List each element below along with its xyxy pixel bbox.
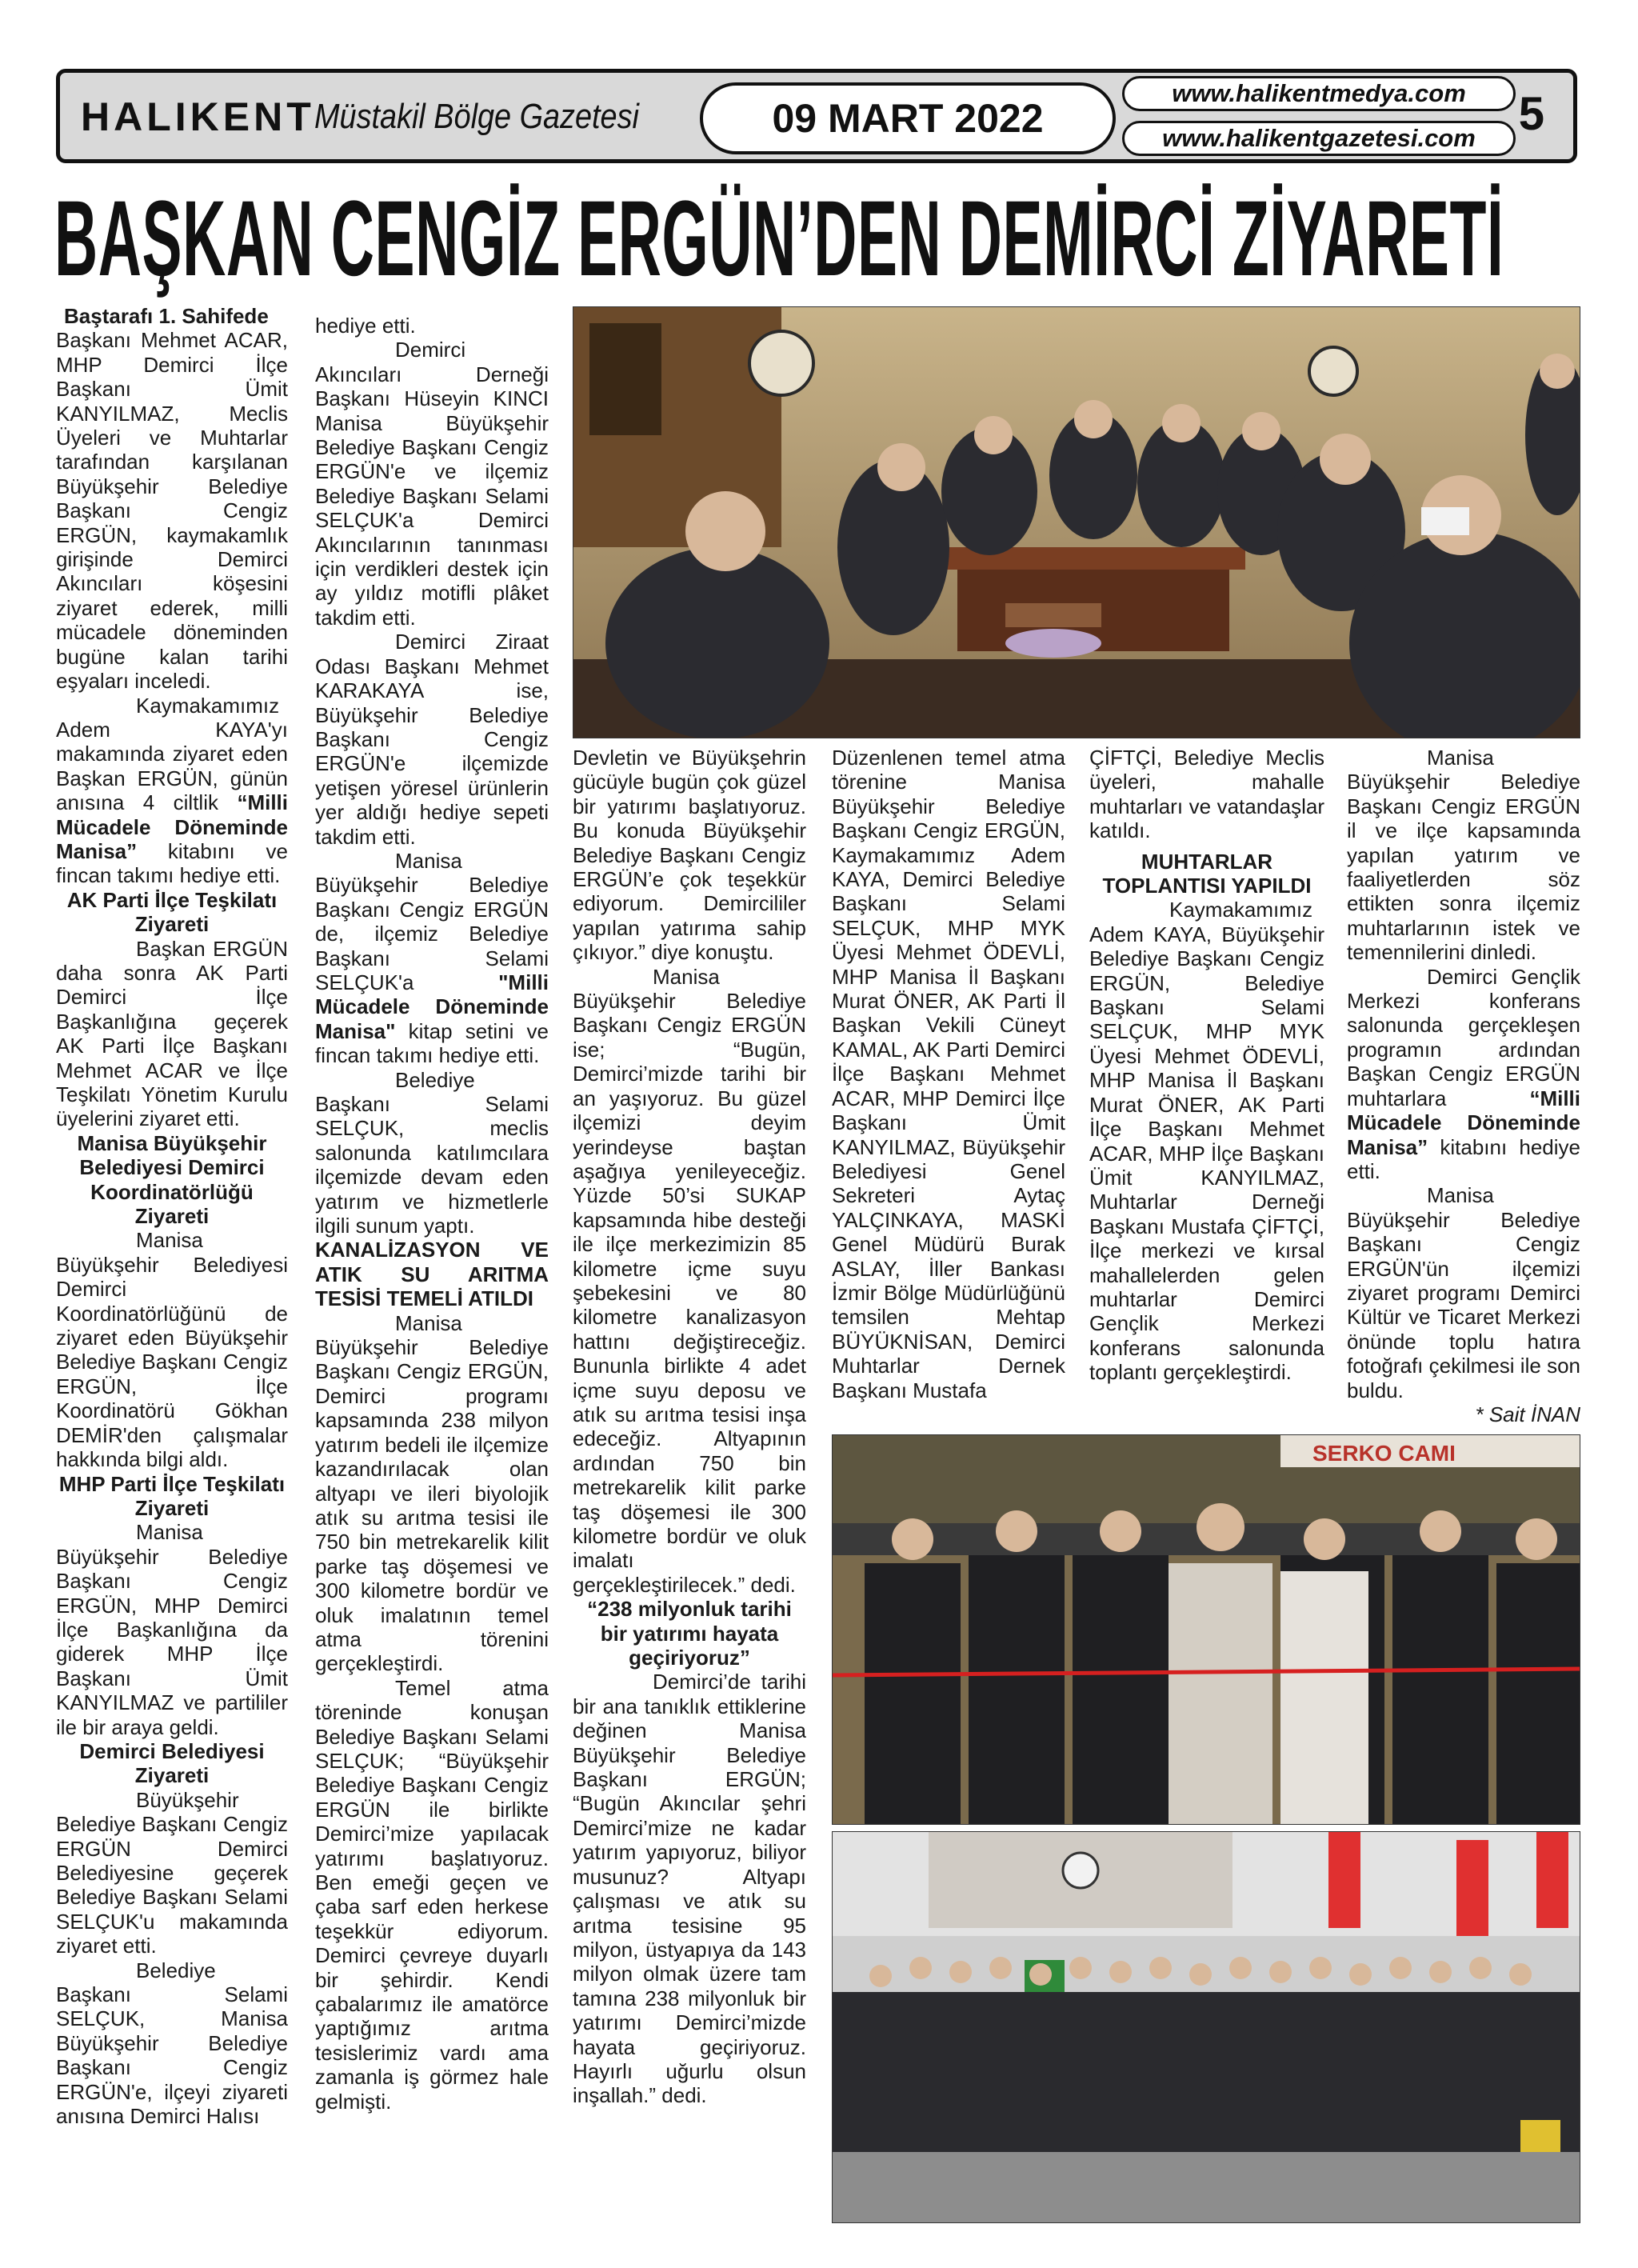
photo-group-portrait: [832, 1831, 1580, 2223]
paragraph: Temel atma töreninde konuşan Belediye Başkanı Selami SELÇUK; “Büyükşehir Belediye Başkanı Cengiz ERGÜN ile birlikte Demirci’mize yapılacak yatırımı başlatıyoruz. Ben emeği geçen ve çaba sarf eden herkese teşekkür ediyorum. Demirci çevreye duyarlı bir şehirdir. Kendi çabalarımız ile amatörce yaptığımız arıtma tesislerimiz vardı ama zamanla iş görmez hale gelmişti.: [315, 1675, 549, 2114]
paragraph: Manisa Büyükşehir Belediye Başkanı Cengiz ERGÜN, MHP Demirci İlçe Başkanlığına da giderek MHP İlçe Başkanı Ümit KANYILMAZ ve partililer ile bir araya geldi.: [56, 1520, 288, 1739]
article-column-3: [573, 746, 806, 2108]
author-signature: * Sait İNAN: [1475, 1402, 1580, 1426]
paragraph: hediye etti.: [315, 314, 416, 338]
paragraph: Devletin ve Büyükşehrin gücüyle bugün çok güzel bir yatırımı başlatıyoruz. Bu konuda Büyükşehir Belediye Başkanı Cengiz ERGÜN’e çok teşekkür ediyorum. Demircililer yapılan yatırıma sahip çıkıyor.” diye konuştu.: [573, 746, 806, 965]
group-photo-image: [833, 1832, 1580, 2223]
website-link-2[interactable]: www.halikentgazetesi.com: [1122, 121, 1516, 156]
issue-date: 09 MART 2022: [700, 82, 1116, 154]
paragraph: ÇİFTÇİ, Belediye Meclis üyeleri, mahalle muhtarları ve vatandaşlar katıldı.: [1089, 746, 1324, 843]
paragraph: Demirci Ziraat Odası Başkanı Mehmet KARAKAYA ise, Büyükşehir Belediye Başkanı Cengiz ERGÜN'e ilçemizde yetişen yöresel ürünlerin yer aldığı hediye sepeti takdim etti.: [315, 630, 549, 849]
paragraph: Demirci Gençlik Merkezi konferans salonunda gerçekleşen programın ardından Başkan Cengiz ERGÜN muhtarlara “Milli Mücadele Döneminde Manisa” kitabını hediye etti.: [1347, 964, 1580, 1183]
paragraph: Kaymakamımız Adem KAYA, Büyükşehir Belediye Başkanı Cengiz ERGÜN, Belediye Başkanı Selami SELÇUK, MHP MYK Üyesi Mehmet ÖDEVLİ, MHP Manisa İl Başkanı Murat ÖNER, AK Parti İlçe Başkanı Mehmet ACAR, MHP İlçe Başkanı Ümit KANYILMAZ, Muhtarlar Derneği Başkanı Mustafa ÇİFTÇİ, İlçe merkezi ve kırsal mahallelerden gelen muhtarlar Demirci Gençlik Merkezi konferans salonunda toplantı gerçekleştirdi.: [1089, 898, 1324, 1385]
paragraph: Manisa Büyükşehir Belediyesi Demirci Koordinatörlüğünü de ziyaret eden Büyükşehir Belediye Başkanı Cengiz ERGÜN, İlçe Koordinatörü Gökhan DEMİR'den çalışmalar hakkında bilgi aldı.: [56, 1228, 288, 1472]
paragraph: Manisa Büyükşehir Belediye Başkanı Cengiz ERGÜN ise; “Bugün, Demirci’mizde tarihi bir an yaşıyoruz. Bu güzel ilçemizi deyim yerindeyse baştan aşağıya yenileyeceğiz. Yüzde 50’si SUKAP kapsamında hibe desteği ile ilçe merkezimizin 85 kilometre içme suyu şebekesini ve 80 kilometre kanalizasyon hattını değiştireceğiz. Bununla birlikte 4 adet içme suyu deposu ve atık su arıtma tesisi inşa edeceğiz. Altyapının ardından 750 bin metrekarelik kilit parke taş döşemesi ile 300 kilometre bordür ve oluk imalatı gerçekleştirilecek.” dedi.: [573, 964, 806, 1597]
paragraph: Belediye Başkanı Selami SELÇUK, Manisa Büyükşehir Belediye Başkanı Cengiz ERGÜN'e, ilçeyi ziyareti anısına Demirci Halısı: [56, 1958, 288, 2129]
subheading: AK Parti İlçe Teşkilatı Ziyareti: [66, 887, 278, 937]
ceremony-image: [833, 1435, 1580, 1825]
paragraph: Demirci’de tarihi bir ana tanıklık ettiklerine değinen Manisa Büyükşehir Belediye Başkanı ERGÜN; “Bugün Akıncılar şehri Demirci’mize ne kadar yatırım yapıyoruz, biliyor musunuz? Altyapı çalışması ve atık su arıtma tesisine 95 milyon, üstyapıya da 143 milyon olmak üzere tam tamına 238 milyonluk bir yatırımı Demirci’mizde hayata geçiriyoruz. Hayırlı uğurlu olsun inşallah.” dedi.: [573, 1670, 806, 2108]
paragraph: Manisa Büyükşehir Belediye Başkanı Cengiz ERGÜN, Demirci programı kapsamında 238 milyon yatırım bedeli ile ilçemize kazandırılacak olan altyapı ve ileri biyolojik atık su arıtma tesisi ile 750 bin metrekarelik kilit parke taş döşemesi ve 300 kilometre bordür ve oluk imalatının temel atma törenini gerçekleştirdi.: [315, 1310, 549, 1676]
paragraph: Belediye Başkanı Selami SELÇUK, meclis salonunda katılımcılara ilçemizde devam eden yatırım ve hizmetlerle ilgili sunum yaptı.: [315, 1067, 549, 1238]
meeting-room-image: [573, 307, 1580, 738]
headline: BAŞKAN CENGİZ ERGÜN’DEN DEMİRCİ ZİYARETİ: [54, 179, 1504, 298]
subheading: MUHTARLAR TOPLANTISI YAPILDI: [1102, 849, 1312, 898]
subheading: KANALİZASYON VE ATIK SU ARITMA TESİSİ TEMELİ ATILDI: [315, 1238, 549, 1311]
masthead: [56, 69, 1577, 163]
paragraph: Düzenlenen temel atma törenine Manisa Büyükşehir Belediye Başkanı Cengiz ERGÜN, Kaymakamımız Adem KAYA, Demirci Belediye Başkanı Selami SELÇUK, MHP MYK Üyesi Mehmet ÖDEVLİ, MHP Manisa İl Başkanı Murat ÖNER, AK Parti İl Başkan Vekili Cüneyt KAMAL, AK Parti Demirci İlçe Başkanı Mehmet ACAR, MHP Demirci İlçe Başkanı Ümit KANYILMAZ, Büyükşehir Belediyesi Genel Sekreteri Aytaç YALÇINKAYA, MASKİ Genel Müdürü Burak ASLAY, İller Bankası İzmir Bölge Müdürlüğünü temsilen Mehtap BÜYÜKNİSAN, Demirci Muhtarlar Dernek Başkanı Mustafa: [832, 746, 1065, 1402]
brand-name: HALIKENT: [81, 94, 315, 139]
photo-groundbreaking-ceremony: [832, 1434, 1580, 1825]
article-column-4: [832, 746, 1065, 1402]
ceremony-sign-text: SERKO CAMI: [1312, 1441, 1456, 1466]
paragraph: Kaymakamımız Adem KAYA'yı makamında ziyaret eden Başkan ERGÜN, günün anısına 4 ciltlik “Milli Mücadele Döneminde Manisa” kitabını ve fincan takımı hediye etti.: [56, 693, 288, 888]
subheading: MHP Parti İlçe Teşkilatı Ziyareti: [58, 1471, 286, 1520]
photo-meeting-room: [573, 306, 1580, 738]
paragraph: Büyükşehir Belediye Başkanı Cengiz ERGÜN Demirci Belediyesine geçerek Belediye Başkanı Selami SELÇUK'u makamında ziyaret etti.: [56, 1787, 288, 1958]
continued-from-note: Baştarafı 1. Sahifede: [64, 304, 269, 328]
page-number: 5: [1518, 88, 1544, 140]
article-column-6: [1347, 746, 1580, 1426]
article-column-1: [56, 304, 288, 2128]
subheading: “238 milyonluk tarihi bir yatırımı hayata geçiriyoruz”: [587, 1597, 792, 1670]
article-column-2: [315, 314, 549, 2114]
paragraph: Manisa Büyükşehir Belediye Başkanı Cengiz ERGÜN il ve ilçe kapsamında yapılan yatırım ve faaliyetlerden söz ettikten sonra ilçemiz muhtarlarının istek ve temennilerini dinledi.: [1347, 746, 1580, 965]
paragraph: Başkanı Mehmet ACAR, MHP Demirci İlçe Başkanı Ümit KANYILMAZ, Meclis Üyeleri ve Muhtarlar tarafından karşılanan Büyükşehir Belediye Başkanı Cengiz ERGÜN, kaymakamlık girişinde Demirci Akıncıları köşesini ziyaret ederek, milli mücadele döneminden bugüne kalan tarihi eşyaları inceledi.: [56, 328, 288, 694]
paragraph: Manisa Büyükşehir Belediye Başkanı Cengiz ERGÜN'ün ilçemizi ziyaret programı Demirci Kültür ve Ticaret Merkezi önünde toplu hatıra fotoğrafı çekilmesi ile son buldu.: [1347, 1183, 1580, 1402]
article-column-5: [1089, 746, 1324, 1385]
paragraph: Demirci Akıncıları Derneği Başkanı Hüseyin KINCI Manisa Büyükşehir Belediye Başkanı Cengiz ERGÜN'e ve ilçemiz Belediye Başkanı Selami SELÇUK'a Demirci Akıncılarının tanınması için verdikleri destek için ay yıldız motifli plâket takdim etti.: [315, 338, 549, 630]
subheading: Manisa Büyükşehir Belediyesi Demirci Koordinatörlüğü Ziyareti: [77, 1130, 267, 1229]
brand-slogan: Müstakil Bölge Gazetesi: [314, 97, 639, 136]
paragraph: Başkan ERGÜN daha sonra AK Parti Demirci İlçe Başkanlığına geçerek AK Parti İlçe Başkanı Mehmet ACAR ve İlçe Teşkilatı Yönetim Kurulu üyelerini ziyaret etti.: [56, 936, 288, 1131]
website-link-1[interactable]: www.halikentmedya.com: [1122, 76, 1516, 111]
paragraph: Manisa Büyükşehir Belediye Başkanı Cengiz ERGÜN de, ilçemiz Belediye Başkanı Selami SELÇUK'a "Milli Mücadele Döneminde Manisa" kitap setini ve fincan takımı hediye etti.: [315, 848, 549, 1068]
subheading: Demirci Belediyesi Ziyareti: [79, 1738, 265, 1788]
